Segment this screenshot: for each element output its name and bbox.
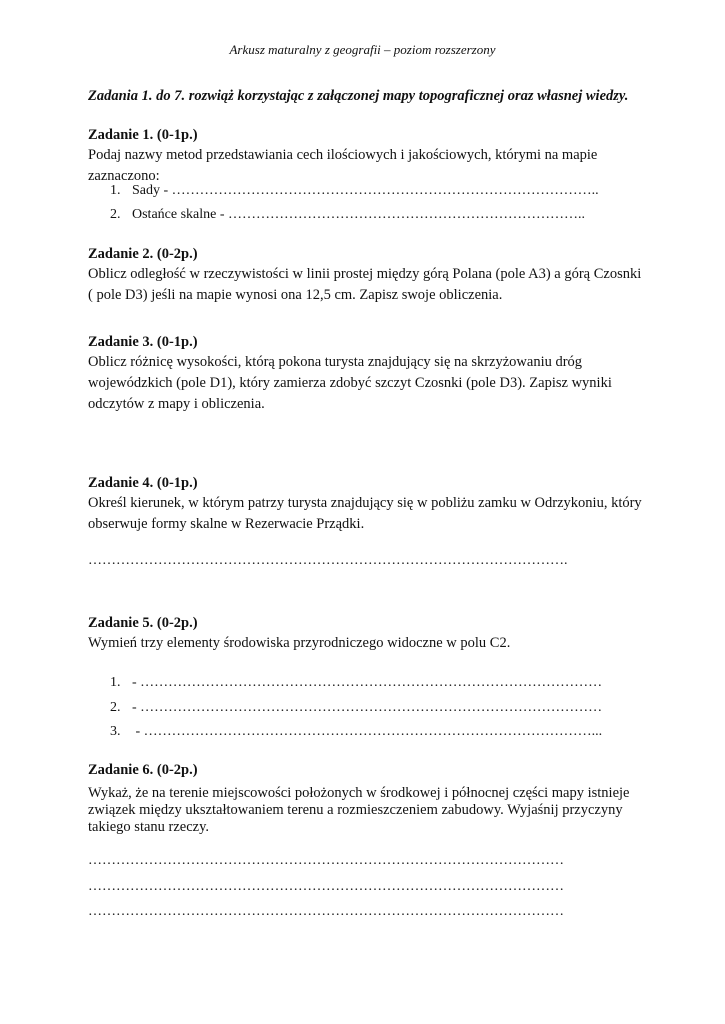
task-6-answer-line-2: ………………………………………………………………………………………… xyxy=(88,879,564,894)
task-1-title: Zadanie 1. (0-1p.) xyxy=(88,127,198,143)
answer-line: Ostańce skalne - ………………………………………………………………….. xyxy=(132,207,586,222)
task-5-title: Zadanie 5. (0-2p.) xyxy=(88,615,198,631)
intro-instruction: Zadania 1. do 7. rozwiąż korzystając z załączonej mapy topograficznej oraz własnej wiedzy. xyxy=(88,88,629,104)
task-5-item-2 xyxy=(110,700,602,716)
task-3 xyxy=(88,333,648,415)
task-6-body: Wykaż, że na terenie miejscowości położonych w środkowej i północnej części mapy istnieje związek między ukształtowaniem terenu a rozmieszczeniem zabudowy. Wyjaśnij przyczyny takiego stanu rzeczy. xyxy=(88,785,630,835)
task-4-title: Zadanie 4. (0-1p.) xyxy=(88,475,198,491)
item-number: 2. xyxy=(110,700,121,715)
answer-line: - ……………………………………………………………………………………… xyxy=(132,700,603,715)
task-1-item-2 xyxy=(110,207,585,223)
answer-line: Sady - ……………………………………………………………………………….. xyxy=(132,183,599,198)
task-4 xyxy=(88,474,648,535)
task-6-title: Zadanie 6. (0-2p.) xyxy=(88,762,198,778)
item-number: 2. xyxy=(110,207,121,222)
task-5-body: Wymień trzy elementy środowiska przyrodniczego widoczne w polu C2. xyxy=(88,635,511,651)
answer-line: - ……………………………………………………………………………………... xyxy=(132,724,603,739)
task-1-item-1 xyxy=(110,183,599,199)
task-4-body: Określ kierunek, w którym patrzy turysta znajdujący się w pobliżu zamku w Odrzykoniu, który obserwuje formy skalne w Rezerwacie Prządki. xyxy=(88,495,642,532)
task-4-answer-line: …………………………………………………………………………………………. xyxy=(88,553,568,568)
task-2 xyxy=(88,245,648,306)
page-header: Arkusz maturalny z geografii – poziom rozszerzony xyxy=(229,42,496,57)
item-number: 1. xyxy=(110,675,121,690)
task-6-answer-line-3: ………………………………………………………………………………………… xyxy=(88,904,564,919)
task-1 xyxy=(88,126,648,187)
item-number: 3. xyxy=(110,724,121,739)
task-2-title: Zadanie 2. (0-2p.) xyxy=(88,246,198,262)
item-number: 1. xyxy=(110,183,121,198)
task-6-answer-line-1: ………………………………………………………………………………………… xyxy=(88,853,564,868)
task-5 xyxy=(88,614,648,654)
task-3-body: Oblicz różnicę wysokości, którą pokona turysta znajdujący się na skrzyżowaniu dróg wojewódzkich (pole D1), który zamierza zdobyć szczyt Czosnki (pole D3). Zapisz wyniki odczytów z mapy i obliczenia. xyxy=(88,354,612,412)
task-2-body: Oblicz odległość w rzeczywistości w linii prostej między górą Polana (pole A3) a górą Czosnki ( pole D3) jeśli na mapie wynosi ona 12,5 cm. Zapisz swoje obliczenia. xyxy=(88,266,642,303)
task-1-body: Podaj nazwy metod przedstawiania cech ilościowych i jakościowych, którymi na mapie zaznaczono: xyxy=(88,147,598,184)
answer-line: - ……………………………………………………………………………………… xyxy=(132,675,603,690)
task-5-item-1 xyxy=(110,675,602,691)
task-3-title: Zadanie 3. (0-1p.) xyxy=(88,334,198,350)
task-6 xyxy=(88,761,648,836)
task-5-item-3 xyxy=(110,724,602,740)
